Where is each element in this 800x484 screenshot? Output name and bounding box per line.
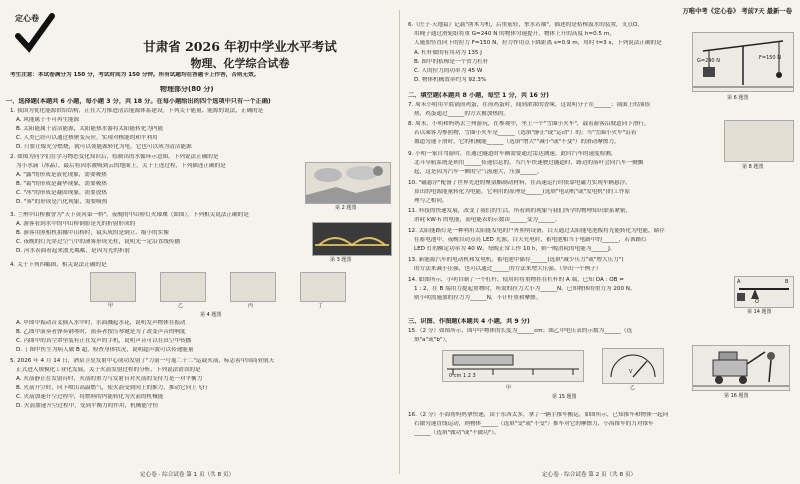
- f-label: F=150 N: [759, 55, 781, 61]
- q1-option-a: A. 风能属于不可再生能源: [16, 117, 80, 123]
- q12-line2: 在蓄电池中，夜晚自动点亮 LED 光源。白天充电时，蓄电池相当于电路中的______，若该路灯: [414, 237, 647, 243]
- q2-stem-cont: 为小水滴（冰晶），最后将因水被吸到云的地面上，关于上述过程，下列描述正确的是: [16, 163, 226, 169]
- exam-notice: 考生注意：本试卷满分为 150 分，考试时间为 150 分钟。所有试题均在答题卡上作答，否则无效。: [10, 72, 260, 78]
- fig2-label: 第 2 题图: [335, 205, 357, 211]
- bridge-icon: [313, 223, 391, 255]
- q6-option-c: C. 人的拉力的功率为 45 W: [414, 68, 483, 74]
- fig4-jia: 甲: [108, 303, 114, 309]
- footer-right: 定心卷 · 综合试卷 第 2 页（共 8 页）: [542, 472, 637, 478]
- q4-option-a: A. 甲图中振动音叉插入水中时，水面溅起水花，说明发声物体在振动: [16, 320, 186, 326]
- fig4-tuning-fork: [90, 272, 136, 302]
- fig4-ding: 丁: [318, 303, 324, 309]
- q2-option-a: A. "露"的形成是液化现象，需要吸热: [16, 172, 107, 178]
- q2-option-b: B. "霜"的形成是凝华现象，需要吸热: [16, 181, 107, 187]
- fig14-label: 第 14 题图: [747, 309, 772, 315]
- fig15-jia: 甲: [506, 385, 512, 391]
- q7-line2: 热，鸡蛋通过______的方式被加热的。: [414, 111, 510, 117]
- fig2-water-cycle: [305, 162, 391, 204]
- fig6-label: 第 6 题图: [727, 95, 749, 101]
- q10-line2: 算出的电源能量转化为电能，它利用的原理是______(选填"电动机"或"发电机")的工作原: [414, 189, 631, 195]
- q15-line1: 15.（2 分）如图所示，图甲中物体的长度为______cm；图乙中电压表的示数为______（选: [408, 328, 633, 334]
- q1-option-b: B. 太阳能属于清洁能源，太阳能热水器将太阳能转化为内能: [16, 126, 164, 132]
- q7-line1: 7. 周末小明用平底锅煎鸡蛋，在煎鸡蛋时，闻到浓浓的香味，这说明分子在______；锅面上的油很: [408, 102, 651, 108]
- q9-line1: 9. 小明一家自驾游时，在通过隧道时车辆需要通过雷达测速，此时汽车的速度检测，: [408, 151, 617, 157]
- q10-line1: 10. "磁悬浮"配备了世界先进的聚氨酯制动材料，在高速运行时依靠电磁力实现车辆悬浮，: [408, 180, 631, 186]
- q13-line2: 的方法来减小压强，也可以通过______的方法来增大压强。（举出一个例子）: [414, 266, 602, 272]
- cart-icon: [693, 346, 789, 390]
- q16-line3: ______（选填"做功"或"不做功"）。: [414, 430, 500, 436]
- fig4-vacuum-bell: [230, 272, 276, 302]
- voltmeter-icon: [603, 349, 663, 383]
- q5-option-a: A. 火箭静止在发射台时，火箭的重力与发射台对火箭的支持力是一对平衡力: [16, 376, 203, 382]
- fig4-label: 第 4 题图: [200, 312, 222, 318]
- q11-line2: 消耗 kW·h 的电能，而电能表的示数由______变为______。: [414, 217, 561, 223]
- q8-line3: 坡道匀速下滑时，它的机械能______（选填"增大""减小"或"不变"）的滑动摩擦力。: [414, 139, 620, 145]
- fig15-yi: 乙: [630, 385, 636, 391]
- q2-stem: 2. 如图为同学们在学习物态变化知识后，绘制出的水循环示意图，下列说法正确的是: [10, 154, 219, 160]
- physics-part-heading: 物理部分(80 分): [160, 86, 214, 93]
- exam-title: 甘肃省 2026 年初中学业水平考试: [143, 39, 337, 54]
- fig3-bridge-photo: [312, 222, 392, 256]
- logo: [12, 10, 58, 54]
- q5-stem: 5. 2026 年 4 月 14 日，酒泉卫星发射中心成功发射了"力箭一号遥二十二"运载火箭，标志着中国商业航天: [10, 358, 275, 364]
- q3-option-c: C. 夜晚的灯光穿过空气中的薄雾形成光柱，说明光一定沿直线传播: [16, 239, 181, 245]
- q1-option-d: D. 只要让煤充分燃烧，就可以使能源转化为电，它也可以成为清洁能源: [16, 144, 192, 150]
- water-cycle-icon: [306, 163, 390, 203]
- section2-heading: 二、填空题(本题共 8 小题，每空 1 分，共 16 分): [408, 92, 549, 99]
- fig16-cart: [692, 345, 790, 391]
- lever-a-label: A: [737, 279, 741, 285]
- q13-line1: 13. 新能源汽车的电动机和发电机，蓄电池中储存______(选填"减少压力"或"增大压力"): [408, 257, 624, 263]
- q2-option-c: C. "冰"的形成是凝固现象，需要放热: [16, 190, 107, 196]
- q4-option-c: C. 丙图中的真空罩里装有正在发声的手机，说明声音可以在真空中传播: [16, 338, 192, 344]
- q1-stem: 1. 我国为优化能源供给结构，正在大力推进清洁能源体系建设。下列关于能量、能源的说法，正确的是: [10, 108, 264, 114]
- fig15-voltmeter: [602, 348, 664, 384]
- q6-option-b: B. 图中的桔槔是一个省力杠杆: [414, 59, 489, 65]
- q12-line3: LED 灯的额定功率为 40 W，每晚正常工作 10 h，则一晚消耗的电能为______J。: [414, 246, 616, 252]
- q15-line2: 填"a"或"b"）。: [414, 337, 451, 343]
- fig16-label: 第 16 题图: [724, 393, 749, 399]
- voltmeter-unit: V: [629, 369, 633, 375]
- fig6-lever: [692, 32, 794, 92]
- section1-heading: 一、选择题(本题共 6 小题，每小题 3 分，共 18 分。在每小题给出的四个选项中只有一个正确): [6, 98, 271, 105]
- q8-line2: 若以乘客为参照物，雪圈小火车是______（选填"静止"或"运动"）的；当"雪圈小火车"沿着: [414, 130, 637, 136]
- fig4-piano: [160, 272, 206, 302]
- q6-stem-cont2: 人施加竖直向下的拉力 F=150 N，拉力作用点下降距离 s=0.9 m，用时 t=3 s，下列说法正确的是: [414, 40, 662, 46]
- q6-stem-cont1: 用绳子通过滑轮组将重 G=240 N 的物体匀速提升，物体上升的高度 h=0.5 m，: [414, 31, 615, 37]
- q2-option-d: D. "雾"的形成是汽化现象，需要吸热: [16, 199, 108, 205]
- q8-line1: 8. 周末，小明和妈妈去兰州游玩，在参观中，坐上一个"雪圈小火车"，载着游客沿坡道向下滑行，: [408, 121, 650, 127]
- lever-b-label: B: [785, 279, 789, 285]
- fig8-photo: [724, 120, 794, 162]
- q4-option-b: B. 乙图中演奏者弹奏钢琴时，演奏者按压琴键是为了改变声音的响度: [16, 329, 186, 335]
- q5-stem-cont: 正式进入规模化工业化发展，关于火箭发射过程的分析，下列说法错误的是: [16, 367, 201, 373]
- q5-option-b: B. 火箭升空时，向下喷出高温燃气，使火箭受到向上的推力，推动它向上飞行: [16, 385, 208, 391]
- fig15-label: 第 15 题图: [552, 394, 577, 400]
- q3-stem: 3. 兰州中山桥被誉为"天下黄河第一桥"，夜晚的中山桥灯火璀璨（如图）。下列相关说法正确的是: [10, 212, 249, 218]
- q9-line2: 北斗导航系统是利用______传递信息的，当汽车快速驶过隧道时，路边的落叶会向汽车一侧飘: [414, 160, 644, 166]
- q4-option-d: D. 丁图中医生为病人做 B 超，检查身体状况，说明超声波可以传递能量: [16, 347, 194, 353]
- left-page: [0, 0, 398, 484]
- q5-option-c: C. 火箭加速升空过程中，将燃料的内能转化为火箭的机械能: [16, 394, 164, 400]
- fig14-lever: [734, 276, 794, 308]
- running-header: 万唯中考《定心卷》 考前7天 最新一卷: [682, 8, 792, 15]
- q9-line3: 起，这是因为汽车一侧的空气流速大，压强______。: [414, 169, 543, 175]
- right-page: [402, 0, 800, 484]
- fig4-yi: 乙: [178, 303, 184, 309]
- q3-option-b: B. 游客用照相机拍摄中山桥时，镜头成的是倒立、缩小的实像: [16, 230, 169, 236]
- q14-line2: 1 : 2，在 B 端用力提起重物时，所需的拉力大小为______N。已知物体的重力为 200 N，: [414, 286, 636, 292]
- fig8-label: 第 8 题图: [742, 164, 764, 170]
- q6-stem: 6.《庄子·天地篇》记载"凿木为机，后重前轻，挈水若抽"，描述的是桔槔汲水的装置，支点O，: [408, 22, 643, 28]
- q1-option-c: C. 人类已经可以通过核聚变反应，实现对核能的和平利用: [16, 135, 158, 141]
- page-divider: [399, 10, 400, 474]
- g-label: G=240 N: [697, 58, 720, 64]
- q5-option-d: D. 火箭加速升空过程中，受到平衡力的作用，机械能守恒: [16, 403, 159, 409]
- q11-line1: 11. 科技的快速发展，改变了我们的生活，所看到的现象与我们所学的物理知识联系紧密，: [408, 208, 632, 214]
- q14-line1: 14. 如图所示，小明自制了一个杠杆，使用时将重物挂在杠杆的 A 端，已知 OA : OB =: [408, 277, 624, 283]
- q14-line3: 则小明需施加的拉力为______N，不计杆重和摩擦。: [414, 295, 542, 301]
- logo-text: 定心卷: [15, 14, 39, 23]
- lever-o-label: O: [755, 299, 759, 305]
- q16-line1: 16.（2 分）小海帮妈妈拿快递，由于东西太多，拿了一辆手推车搬运，如图所示，已知推车和物体一起向: [408, 412, 669, 418]
- exam-subtitle: 物理、化学综合试卷: [190, 57, 290, 70]
- q3-option-a: A. 游客看到水中的中山桥倒影是光的折射形成的: [16, 221, 136, 227]
- q4-stem: 4. 关于下列四幅图，相关说法正确的是: [10, 262, 107, 268]
- q3-option-d: D. 河水表面看起来波光粼粼，是因为光的折射: [16, 248, 131, 254]
- footer-left: 定心卷 · 综合试卷 第 1 页（共 8 页）: [140, 472, 235, 478]
- q6-option-a: A. 杠杆做的有用功为 135 J: [414, 50, 482, 56]
- fig3-label: 第 3 题图: [330, 257, 352, 263]
- q16-line2: 右做匀速直线运动，则物体______（选填"受"或"不受"）推车对它的摩擦力，小海推车的力对推车: [414, 421, 654, 427]
- q6-option-d: D. 物体机械效率约为 92.3%: [414, 77, 487, 83]
- q10-line3: 理与之相同。: [414, 198, 448, 204]
- ruler-ticks: 0 cm 1 2 3: [449, 373, 476, 379]
- q12-line1: 12. 太阳能路灯是一种利用太阳能发电的户外照明设备，白天通过太阳能电池板将光能转化为电能，储存: [408, 228, 665, 234]
- fig15-ruler: [442, 350, 584, 382]
- fig4-ultrasound: [300, 272, 346, 302]
- fig4-bing: 丙: [248, 303, 254, 309]
- section3-heading: 三、识图、作图题(本题共 4 小题，共 9 分): [408, 318, 530, 325]
